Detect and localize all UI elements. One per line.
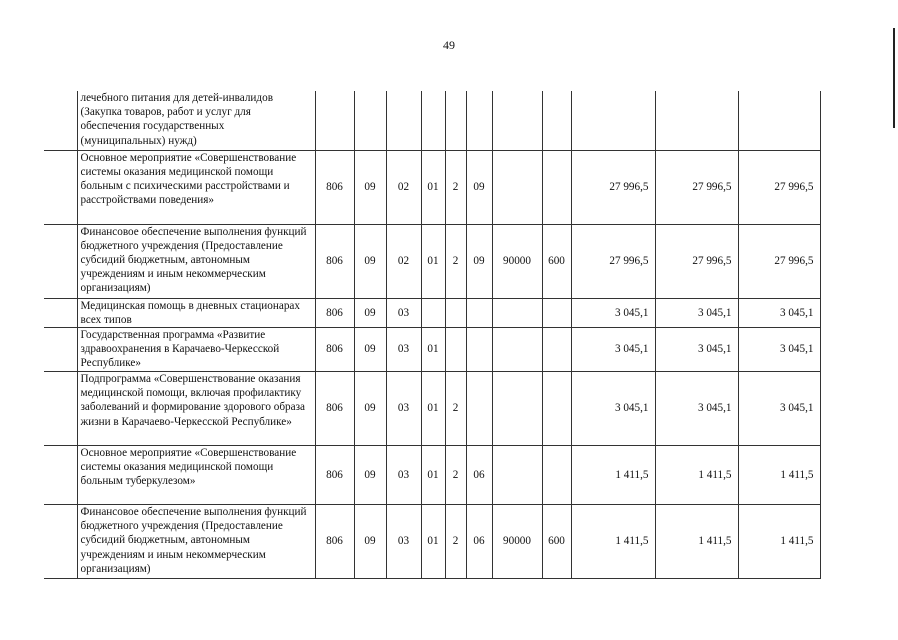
amount-year3-cell (738, 91, 820, 150)
expense-type-cell (542, 150, 571, 224)
program-code-cell: 01 (421, 224, 445, 298)
program-code-cell: 01 (421, 445, 445, 504)
subprogram-code-cell: 2 (445, 504, 466, 578)
direction-code-cell: 90000 (492, 224, 542, 298)
direction-code-cell (492, 150, 542, 224)
ministry-code-cell: 806 (315, 298, 354, 327)
event-code-cell: 09 (466, 150, 492, 224)
section-code-cell: 09 (354, 504, 386, 578)
margin-cell (44, 224, 77, 298)
amount-year3-cell: 1 411,5 (738, 504, 820, 578)
subsection-code-cell: 03 (386, 445, 421, 504)
subprogram-code-cell (445, 327, 466, 371)
margin-cell (44, 298, 77, 327)
table-row (44, 445, 820, 504)
program-code-cell: 01 (421, 150, 445, 224)
margin-cell (44, 445, 77, 504)
event-code-cell: 06 (466, 504, 492, 578)
subsection-code-cell: 03 (386, 371, 421, 445)
row-name-cell: Финансовое обеспечение выполнения функций бюджетного учреждения (Предоставление субсидий бюджетным, автономным учреждениям и иным некоммерческим организациям) (77, 504, 315, 578)
table-body (44, 91, 820, 578)
margin-cell (44, 150, 77, 224)
section-code-cell: 09 (354, 224, 386, 298)
section-code-cell: 09 (354, 371, 386, 445)
event-code-cell (466, 327, 492, 371)
subprogram-code-cell: 2 (445, 224, 466, 298)
event-code-cell: 09 (466, 224, 492, 298)
amount-year2-cell: 3 045,1 (655, 327, 738, 371)
expense-type-cell (542, 445, 571, 504)
amount-year1-cell: 3 045,1 (571, 298, 655, 327)
table-row (44, 504, 820, 578)
ministry-code-cell: 806 (315, 327, 354, 371)
section-code-cell: 09 (354, 298, 386, 327)
amount-year3-cell: 1 411,5 (738, 445, 820, 504)
subprogram-code-cell: 2 (445, 371, 466, 445)
amount-year2-cell: 1 411,5 (655, 504, 738, 578)
amount-year3-cell: 27 996,5 (738, 150, 820, 224)
margin-cell (44, 504, 77, 578)
table-row (44, 371, 820, 445)
page-edge-line (893, 28, 895, 128)
amount-year2-cell: 3 045,1 (655, 298, 738, 327)
expense-type-cell: 600 (542, 504, 571, 578)
amount-year2-cell: 27 996,5 (655, 150, 738, 224)
ministry-code-cell: 806 (315, 504, 354, 578)
event-code-cell (466, 298, 492, 327)
program-code-cell: 01 (421, 371, 445, 445)
margin-cell (44, 91, 77, 150)
subprogram-code-cell: 2 (445, 445, 466, 504)
amount-year1-cell: 3 045,1 (571, 327, 655, 371)
subsection-code-cell: 03 (386, 327, 421, 371)
budget-table (44, 91, 821, 579)
subsection-code-cell: 03 (386, 504, 421, 578)
amount-year2-cell: 1 411,5 (655, 445, 738, 504)
subprogram-code-cell: 2 (445, 150, 466, 224)
expense-type-cell: 600 (542, 224, 571, 298)
row-name-cell: Финансовое обеспечение выполнения функций бюджетного учреждения (Предоставление субсидий бюджетным, автономным учреждениям и иным некоммерческим организациям) (77, 224, 315, 298)
row-name-cell: Медицинская помощь в дневных стационарах всех типов (77, 298, 315, 327)
subsection-code-cell: 02 (386, 150, 421, 224)
ministry-code-cell (315, 91, 354, 150)
amount-year1-cell: 1 411,5 (571, 504, 655, 578)
amount-year1-cell (571, 91, 655, 150)
ministry-code-cell: 806 (315, 150, 354, 224)
section-code-cell: 09 (354, 150, 386, 224)
section-code-cell: 09 (354, 445, 386, 504)
event-code-cell: 06 (466, 445, 492, 504)
amount-year1-cell: 1 411,5 (571, 445, 655, 504)
table-row (44, 224, 820, 298)
program-code-cell (421, 91, 445, 150)
row-name-cell: Государственная программа «Развитие здравоохранения в Карачаево-Черкесской Республике» (77, 327, 315, 371)
expense-type-cell (542, 371, 571, 445)
subsection-code-cell: 03 (386, 298, 421, 327)
direction-code-cell (492, 371, 542, 445)
program-code-cell: 01 (421, 327, 445, 371)
amount-year3-cell: 3 045,1 (738, 371, 820, 445)
table-row (44, 327, 820, 371)
ministry-code-cell: 806 (315, 371, 354, 445)
expense-type-cell (542, 298, 571, 327)
amount-year1-cell: 27 996,5 (571, 224, 655, 298)
direction-code-cell (492, 445, 542, 504)
subsection-code-cell: 02 (386, 224, 421, 298)
amount-year2-cell (655, 91, 738, 150)
direction-code-cell: 90000 (492, 504, 542, 578)
amount-year3-cell: 3 045,1 (738, 327, 820, 371)
amount-year1-cell: 27 996,5 (571, 150, 655, 224)
amount-year3-cell: 27 996,5 (738, 224, 820, 298)
subprogram-code-cell (445, 298, 466, 327)
table-row (44, 298, 820, 327)
ministry-code-cell: 806 (315, 445, 354, 504)
expense-type-cell (542, 91, 571, 150)
row-name-cell: Подпрограмма «Совершенствование оказания медицинской помощи, включая профилактику заболеваний и формирование здорового образа жизни в Карачаево-Черкесской Республике» (77, 371, 315, 445)
section-code-cell (354, 91, 386, 150)
table-row (44, 150, 820, 224)
expense-type-cell (542, 327, 571, 371)
event-code-cell (466, 371, 492, 445)
amount-year1-cell: 3 045,1 (571, 371, 655, 445)
amount-year2-cell: 27 996,5 (655, 224, 738, 298)
program-code-cell (421, 298, 445, 327)
amount-year3-cell: 3 045,1 (738, 298, 820, 327)
margin-cell (44, 371, 77, 445)
amount-year2-cell: 3 045,1 (655, 371, 738, 445)
program-code-cell: 01 (421, 504, 445, 578)
subsection-code-cell (386, 91, 421, 150)
direction-code-cell (492, 298, 542, 327)
row-name-cell: Основное мероприятие «Совершенствование системы оказания медицинской помощи больным с психическими расстройствами и расстройствами поведения» (77, 150, 315, 224)
direction-code-cell (492, 91, 542, 150)
row-name-cell: лечебного питания для детей-инвалидов (Закупка товаров, работ и услуг для обеспечения государственных (муниципальных) нужд) (77, 91, 315, 150)
subprogram-code-cell (445, 91, 466, 150)
event-code-cell (466, 91, 492, 150)
ministry-code-cell: 806 (315, 224, 354, 298)
direction-code-cell (492, 327, 542, 371)
table-row (44, 91, 820, 150)
section-code-cell: 09 (354, 327, 386, 371)
margin-cell (44, 327, 77, 371)
row-name-cell: Основное мероприятие «Совершенствование системы оказания медицинской помощи больным туберкулезом» (77, 445, 315, 504)
page-number: 49 (443, 38, 455, 52)
